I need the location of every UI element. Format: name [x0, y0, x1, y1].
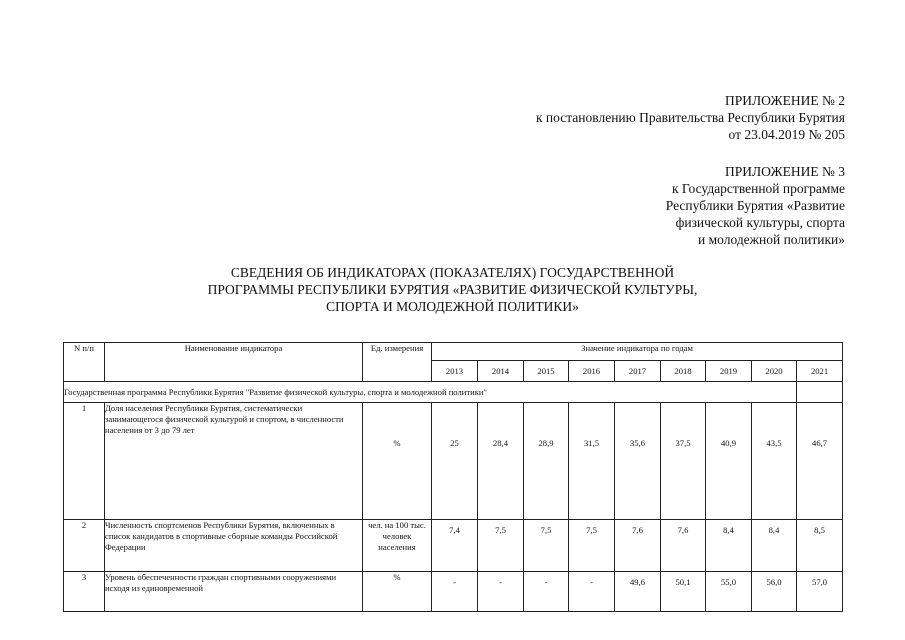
- section-row: [64, 382, 843, 403]
- indicators-table: [63, 342, 843, 612]
- indicator-value: -: [569, 572, 615, 612]
- header-year: 2015: [524, 361, 569, 382]
- appendix-2-title: ПРИЛОЖЕНИЕ № 2: [724, 93, 845, 108]
- header-year: 2014: [478, 361, 524, 382]
- indicator-value: 37,5: [661, 403, 706, 520]
- header-number: N п/п: [64, 343, 105, 382]
- document-title-line-1: СВЕДЕНИЯ ОБ ИНДИКАТОРАХ (ПОКАЗАТЕЛЯХ) ГОСУДАРСТВЕННОЙ: [230, 265, 675, 280]
- indicator-value: 7,6: [661, 520, 706, 572]
- indicator-value: 50,1: [661, 572, 706, 612]
- section-title: Государственная программа Республики Бурятия "Развитие физической культуры, спорта и молодежной политики": [64, 382, 797, 403]
- indicator-value: 28,4: [478, 403, 524, 520]
- header-year: 2019: [706, 361, 752, 382]
- indicator-value: 35,6: [615, 403, 661, 520]
- indicator-value: 7,5: [524, 520, 569, 572]
- appendix-2-header: [536, 92, 845, 143]
- indicator-value: 46,7: [797, 403, 843, 520]
- indicator-value: 49,6: [615, 572, 661, 612]
- indicator-name: Уровень обеспеченности граждан спортивными сооружениями исходя из единовременной: [105, 572, 363, 612]
- indicator-unit: чел. на 100 тыс. человек населения: [363, 520, 432, 572]
- appendix-3-title: ПРИЛОЖЕНИЕ № 3: [724, 164, 845, 179]
- header-values-by-year: Значение индикатора по годам: [432, 343, 843, 361]
- row-number: 2: [64, 520, 105, 572]
- header-indicator-name: Наименование индикатора: [105, 343, 363, 382]
- appendix-3-line-5: и молодежной политики»: [698, 232, 845, 247]
- indicator-unit: %: [363, 403, 432, 520]
- indicator-name: Доля населения Республики Бурятия, систематически занимающегося физической культурой и спортом, в численности населения от 3 до 79 лет: [105, 403, 363, 520]
- indicator-value: 40,9: [706, 403, 752, 520]
- indicator-unit: %: [363, 572, 432, 612]
- appendix-3-line-3: Республики Бурятия «Развитие: [665, 198, 845, 213]
- row-number: 3: [64, 572, 105, 612]
- appendix-3-line-2: к Государственной программе: [671, 181, 845, 196]
- indicator-value: 31,5: [569, 403, 615, 520]
- header-year: 2017: [615, 361, 661, 382]
- header-unit: Ед. измерения: [363, 343, 432, 382]
- row-number: 1: [64, 403, 105, 520]
- indicator-value: 8,4: [752, 520, 797, 572]
- indicator-value: -: [478, 572, 524, 612]
- document-title-line-2: ПРОГРАММЫ РЕСПУБЛИКИ БУРЯТИЯ «РАЗВИТИЕ ФИЗИЧЕСКОЙ КУЛЬТУРЫ,: [207, 282, 698, 297]
- appendix-2-resolution: к постановлению Правительства Республики Бурятия: [536, 110, 845, 125]
- table-row: [64, 572, 843, 612]
- indicator-value: 8,4: [706, 520, 752, 572]
- indicator-value: 7,4: [432, 520, 478, 572]
- indicator-value: 43,5: [752, 403, 797, 520]
- indicator-value: -: [432, 572, 478, 612]
- indicator-value: 7,5: [478, 520, 524, 572]
- appendix-2-date: от 23.04.2019 № 205: [728, 127, 845, 142]
- section-empty-cell: [797, 382, 843, 403]
- indicator-value: 28,9: [524, 403, 569, 520]
- header-year: 2013: [432, 361, 478, 382]
- header-year: 2021: [797, 361, 843, 382]
- indicator-value: 55,0: [706, 572, 752, 612]
- table-row: [64, 520, 843, 572]
- indicator-value: 7,5: [569, 520, 615, 572]
- indicator-value: 57,0: [797, 572, 843, 612]
- indicator-value: 25: [432, 403, 478, 520]
- indicator-name: Численность спортсменов Республики Бурятия, включенных в список кандидатов в спортивные сборные команды Российской Федерации: [105, 520, 363, 572]
- indicator-value: 7,6: [615, 520, 661, 572]
- table-header-row: [64, 343, 843, 361]
- table-row: [64, 403, 843, 520]
- header-year: 2016: [569, 361, 615, 382]
- appendix-3-header: [666, 163, 845, 248]
- document-title-line-3: СПОРТА И МОЛОДЕЖНОЙ ПОЛИТИКИ»: [326, 299, 579, 314]
- indicator-value: 8,5: [797, 520, 843, 572]
- header-year: 2018: [661, 361, 706, 382]
- indicator-value: 56,0: [752, 572, 797, 612]
- document-title: [0, 264, 905, 315]
- appendix-3-line-4: физической культуры, спорта: [675, 215, 845, 230]
- indicator-value: -: [524, 572, 569, 612]
- header-year: 2020: [752, 361, 797, 382]
